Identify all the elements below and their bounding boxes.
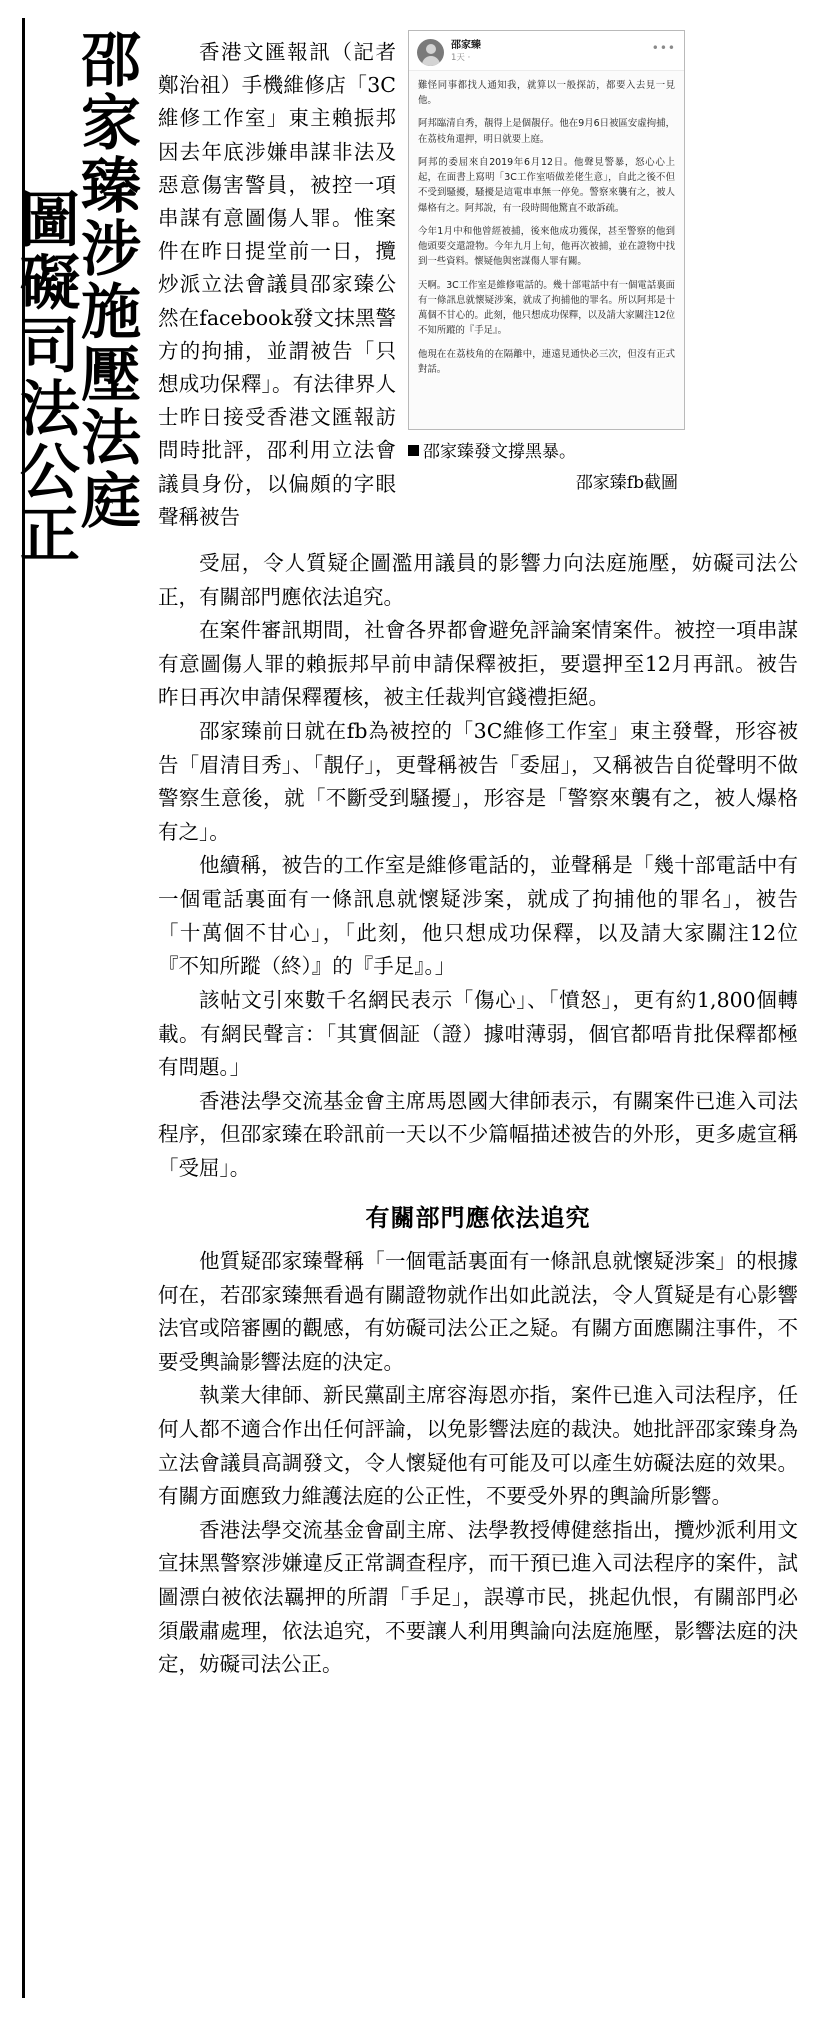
facebook-post-paragraph: 今年1月中和他曾經被捕，後來他成功獲保，甚至警察的他到他頭要交還證物。今年九月上旬，他再次被捕，並在證物中找到一些資料。懷疑他與密謀傷人罪有關。 <box>418 225 675 268</box>
headline-line-2: 圖礙司法公正 <box>9 188 80 566</box>
caption-text: 邵家臻發文撐黑暴。 <box>423 442 576 462</box>
body-paragraph: 香港法學交流基金會主席馬恩國大律師表示，有關案件已進入司法程序，但邵家臻在聆訊前一天以不少篇幅描述被告的外形，更多處宣稱「受屈」。 <box>158 1088 798 1180</box>
facebook-post-author-block <box>451 39 645 65</box>
facebook-post-author: 邵家臻 <box>451 40 481 51</box>
facebook-post-paragraph: 他現在在荔枝角的在隔離中，連遠見通快必三次，但沒有正式對話。 <box>418 348 675 375</box>
body-paragraph: 在案件審訊期間，社會各界都會避免評論案情案件。被控一項串謀有意圖傷人罪的賴振邦早前申請保釋被拒，要還押至12月再訊。被告昨日再次申請保釋覆核，被主任裁判官錢禮拒絕。 <box>158 618 798 710</box>
lead-text: 香港文匯報訊（記者 鄭治祖）手機維修店「3C維修工作室」東主賴振邦因去年底涉嫌串謀非法及惡意傷害警員，被控一項串謀有意圖傷人罪。惟案件在昨日提堂前一日，攬炒派立法會議員邵家臻公然在facebook發文抹黑警方的拘捕，並謂被告「只想成功保釋」。有法律界人士昨日接受香港文匯報訪問時批評，邵利用立法會議員身份，以偏頗的字眼聲稱被告 <box>158 40 396 529</box>
section-subheading: 有關部門應依法追究 <box>365 1202 591 1232</box>
body-paragraph: 該帖文引來數千名網民表示「傷心」、「憤怒」，更有約1,800個轉載。有網民聲言：「其實個証（證）據咁薄弱，個官都唔肯批保釋都極有問題。」 <box>158 987 798 1080</box>
facebook-post-paragraph: 阿邦臨清自秀，靚得上是個靚仔。他在9月6日被區安虛拘捕，在荔枝角還押，明日就要上庭。 <box>418 118 675 145</box>
headline-line-1: 邵家臻涉施壓法庭 <box>71 28 141 532</box>
facebook-post-header <box>409 31 684 71</box>
article-body <box>158 547 798 1682</box>
body-paragraph: 他質疑邵家臻聲稱「一個電話裏面有一條訊息就懷疑涉案」的根據何在，若邵家臻無看過有關證物就作出如此説法，令人質疑是有心影響法官或陪審團的觀感，有妨礙司法公正之疑。有關方面應關注事件，不要受輿論影響法庭的決定。 <box>158 1248 798 1374</box>
page-title <box>9 28 141 1028</box>
caption-bullet-icon <box>408 445 419 456</box>
avatar <box>417 39 444 66</box>
body-paragraph: 受屈，令人質疑企圖濫用議員的影響力向法庭施壓，妨礙司法公正，有關部門應依法追究。 <box>158 551 798 609</box>
lead-paragraph <box>158 36 396 534</box>
facebook-post-timestamp: 1天 · <box>451 53 471 63</box>
more-options-icon: ••• <box>651 41 676 55</box>
facebook-post-body <box>409 71 684 385</box>
body-paragraph: 他續稱，被告的工作室是維修電話的，並聲稱是「幾十部電話中有一個電話裏面有一條訊息就懷疑涉案，就成了拘捕他的罪名」，被告「十萬個不甘心」，「此刻，他只想成功保釋，以及請大家關注12位『不知所蹤（終）』的『手足』。」 <box>158 853 798 979</box>
facebook-post-paragraph: 天啊。3C工作室是維修電話的。幾十部電話中有一個電話裏面有一條訊息就懷疑涉案，就成了拘捕他的罪名。所以阿邦是十萬個不甘心的。此刻，他只想成功保釋，以及請大家關注12位不知所蹤的『手足』。 <box>418 279 675 337</box>
body-paragraph: 邵家臻前日就在fb為被控的「3C維修工作室」東主發聲，形容被告「眉清目秀」、「靚仔」，更聲稱被告「委屈」，又稱被告自從聲明不做警察生意後，就「不斷受到騷擾」，形容是「警察來襲有之，被人爆格有之」。 <box>158 719 798 844</box>
photo-caption <box>408 440 708 466</box>
photo-credit: 邵家臻fb截圖 <box>575 473 678 493</box>
facebook-post-screenshot <box>408 30 685 430</box>
body-paragraph: 香港法學交流基金會副主席、法學教授傅健慈指出，攬炒派利用文宣抹黑警察涉嫌違反正常調查程序，而干預已進入司法程序的案件，試圖漂白被依法羈押的所謂「手足」，誤導市民，挑起仇恨，有關部門必須嚴肅處理，依法追究，不要讓人利用輿論向法庭施壓，影響法庭的決定，妨礙司法公正。 <box>158 1517 798 1677</box>
facebook-post-paragraph: 難怪同事都找人通知我，就算以一般探訪，都要入去見一見他。 <box>418 80 675 107</box>
facebook-post-paragraph: 阿邦的委屈來自2019年6月12日。他聲見警暴，怒心心上起，在面書上寫明「3C工作室唔做差佬生意」，自此之後不但不受到騷擾，騷擾是這電車車無一停免。警察來襲有之，被人爆格有之。阿邦說，有一段時間他驚直不敢訴疏。 <box>418 156 675 214</box>
body-paragraph: 執業大律師、新民黨副主席容海恩亦指，案件已進入司法程序，任何人都不適合作出任何評論，以免影響法庭的裁決。她批評邵家臻身為立法會議員高調發文，令人懷疑他有可能及可以產生妨礙法庭的效果。有關方面應致力維護法庭的公正性，不要受外界的輿論所影響。 <box>158 1383 798 1509</box>
